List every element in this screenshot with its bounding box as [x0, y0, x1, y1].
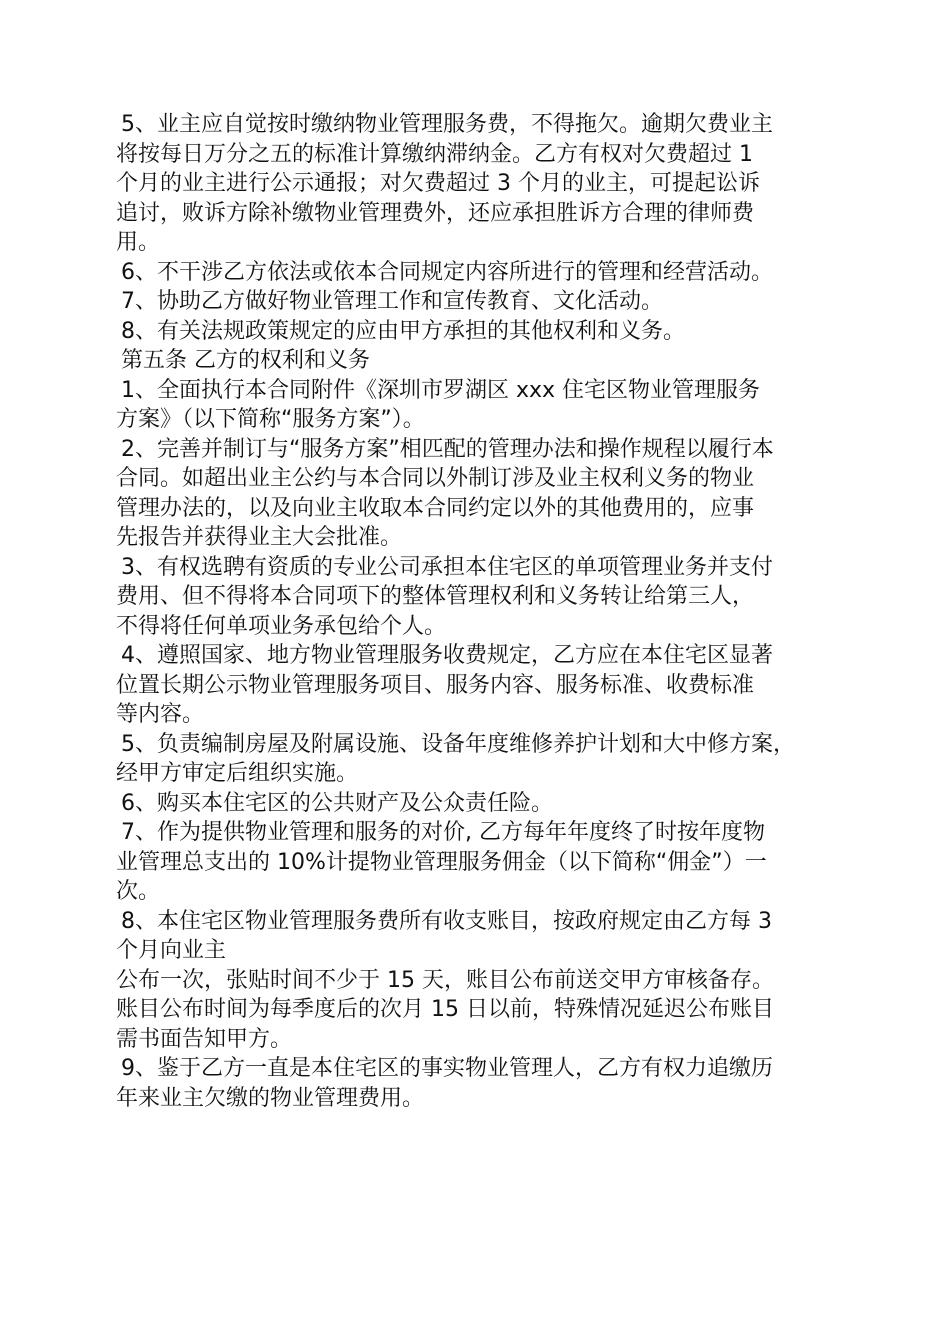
text-line: 追讨，败诉方除补缴物业管理费外，还应承担胜诉方合理的律师费: [116, 200, 755, 226]
text-line: 4、遵照国家、地方物业管理服务收费规定，乙方应在本住宅区显著: [121, 643, 773, 668]
text-line: 9、鉴于乙方一直是本住宅区的事实物业管理人，乙方有权力追缴历: [121, 1056, 773, 1081]
text-line: 费用、但不得将本合同项下的整体管理权利和义务转让给第三人，: [116, 584, 755, 609]
text-line: 用。: [116, 230, 161, 255]
text-line: 5、业主应自觉按时缴纳物业管理服务费，不得拖欠。逾期欠费业主: [121, 112, 773, 137]
text-line: 1、全面执行本合同附件《深圳市罗湖区 xxx 住宅区物业管理服务: [121, 377, 761, 403]
text-line: 管理办法的，以及向业主收取本合同约定以外的其他费用的，应事: [116, 495, 755, 521]
text-line: 公布一次，张贴时间不少于 15 天，账目公布前送交甲方审核备存。: [116, 967, 774, 993]
text-line: 个月的业主进行公示通报；对欠费超过 3 个月的业主，可提起讼诉: [116, 171, 760, 196]
text-line: 7、协助乙方做好物业管理工作和宣传教育、文化活动。: [121, 289, 663, 314]
text-line: 6、购买本住宅区的公共财产及公众责任险。: [121, 790, 553, 816]
text-line: 次。: [116, 879, 161, 904]
text-line: 个月向业主: [116, 938, 227, 963]
text-line: 账目公布时间为每季度后的次月 15 日以前，特殊情况延迟公布账目: [116, 997, 774, 1022]
text-line: 8、有关法规政策规定的应由甲方承担的其他权利和义务。: [121, 318, 685, 344]
text-line: 先报告并获得业主大会批准。: [116, 525, 403, 550]
text-line: 2、完善并制订与“服务方案”相匹配的管理办法和操作规程以履行本: [121, 436, 774, 462]
text-line: 经甲方审定后组织实施。: [116, 761, 359, 786]
text-line: 不得将任何单项业务承包给个人。: [116, 613, 447, 639]
text-line: 第五条 乙方的权利和义务: [121, 348, 370, 373]
text-line: 年来业主欠缴的物业管理费用。: [116, 1085, 425, 1111]
document-body: [116, 110, 856, 1113]
text-line: 位置长期公示物业管理服务项目、服务内容、服务标准、收费标准: [116, 672, 755, 698]
text-line: 将按每日万分之五的标准计算缴纳滞纳金。乙方有权对欠费超过 1: [116, 141, 753, 167]
text-line: 6、不干涉乙方依法或依本合同规定内容所进行的管理和经营活动。: [121, 259, 773, 285]
text-line: 3、有权选聘有资质的专业公司承担本住宅区的单项管理业务并支付: [121, 554, 773, 580]
text-line: 7、作为提供物业管理和服务的对价, 乙方每年年度终了时按年度物: [121, 820, 765, 845]
text-line: 8、本住宅区物业管理服务费所有收支账目，按政府规定由乙方每 3: [121, 908, 772, 934]
text-line: 等内容。: [116, 702, 205, 727]
text-line: 业管理总支出的 10%计提物业管理服务佣金（以下简称“佣金”）一: [116, 849, 767, 875]
text-line: 合同。如超出业主公约与本合同以外制订涉及业主权利义务的物业: [116, 466, 755, 491]
text-line: 5、负责编制房屋及附属设施、设备年度维修养护计划和大中修方案，: [121, 731, 795, 757]
text-line: 需书面告知甲方。: [116, 1026, 293, 1052]
text-line: 方案》（以下简称“服务方案”）。: [116, 407, 425, 432]
